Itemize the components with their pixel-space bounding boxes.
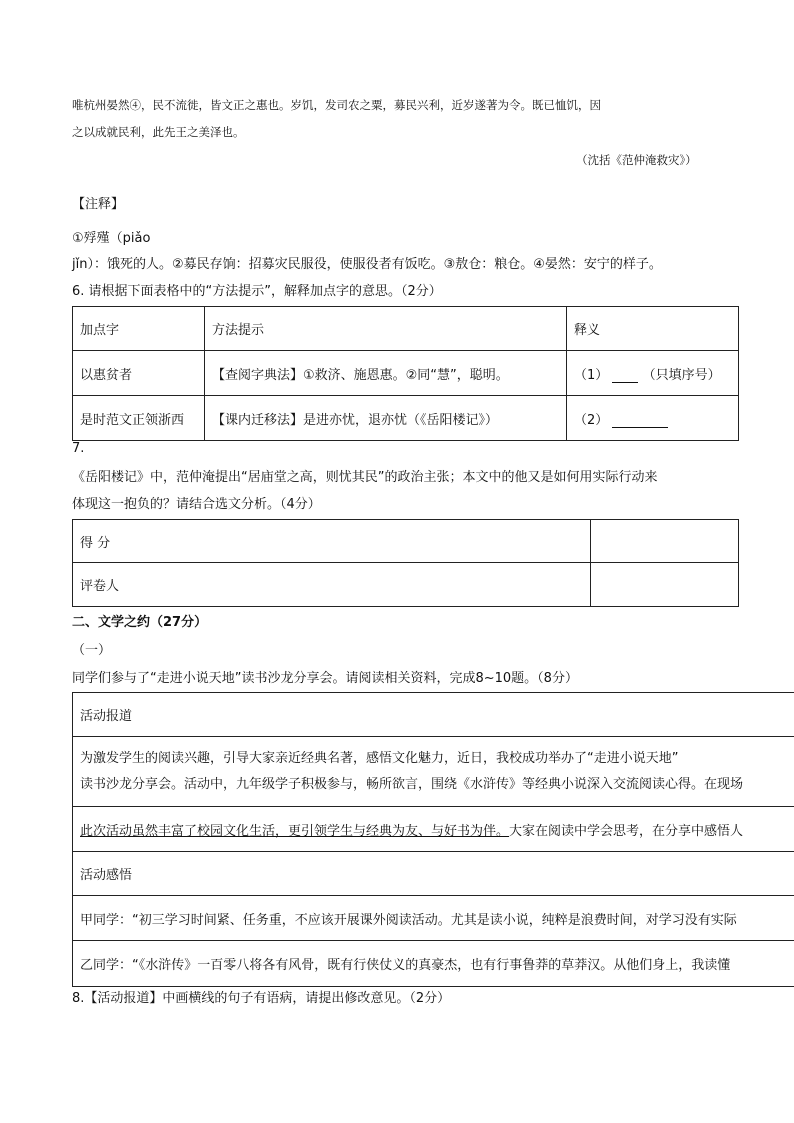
q6-row-1-answer-prefix: （1） <box>574 367 609 383</box>
grader-value-cell[interactable] <box>591 563 739 607</box>
q6-row-1-answer-blank[interactable] <box>612 369 638 383</box>
q7-number: 7. <box>72 441 85 456</box>
score-value-cell[interactable] <box>591 520 739 563</box>
student-b-row <box>73 941 794 987</box>
notes-line-1: ①殍殣（piǎo <box>72 231 151 246</box>
underlined-sentence-rest: 大家在阅读中学会思考，在分享中感悟人 <box>509 823 744 839</box>
q6-table-row <box>73 351 739 396</box>
q6-table-row <box>73 396 739 441</box>
notes-line-2: jǐn）：饿死的人。②募民存饷：招募灾民服役，使服役者有饭吃。③敖仓：粮仓。④晏然：安宁的样子。 <box>72 257 662 272</box>
activity-table-wrapper <box>72 692 794 988</box>
q6-prompt: 6. 请根据下面表格中的“方法提示”，解释加点字的意思。（2分） <box>72 284 442 299</box>
q6-row-2-answer-prefix: （2） <box>574 412 609 428</box>
q6-header-word: 加点字 <box>73 307 205 351</box>
q8-prompt: 8.【活动报道】中画横线的句子有语病，请提出修改意见。（2分） <box>72 991 451 1006</box>
activity-reflection-label-row <box>73 852 794 896</box>
activity-underlined-row <box>73 807 794 852</box>
classical-source: （沈括《范仲淹救灾》） <box>576 153 697 167</box>
q6-table <box>72 306 739 441</box>
q6-row-1-hint: 【查阅字典法】①救济、施恩惠。②同“慧”，聪明。 <box>205 351 567 396</box>
q7-line-1: 《岳阳楼记》中，范仲淹提出“居庙堂之高，则忧其民”的政治主张；本文中的他又是如何用实际行动来 <box>72 470 658 485</box>
activity-reflection-label: 活动感悟 <box>73 852 794 896</box>
q6-header-hint: 方法提示 <box>205 307 567 351</box>
notes-heading: 【注释】 <box>72 197 125 212</box>
activity-report-label: 活动报道 <box>73 693 794 737</box>
q6-row-1-answer-suffix: （只填序号） <box>642 367 721 383</box>
activity-table <box>72 692 794 987</box>
q6-row-2-hint: 【课内迁移法】是进亦忧，退亦忧（《岳阳楼记》） <box>205 396 567 441</box>
section-2-intro: 同学们参与了“走进小说天地”读书沙龙分享会。请阅读相关资料，完成8~10题。（8分） <box>72 671 578 686</box>
classical-text-line-2: 之以成就民利，此先王之美泽也。 <box>72 125 245 139</box>
section-2-title: 二、文学之约（27分） <box>72 615 208 630</box>
student-a-text: 甲同学：“初三学习时间紧、任务重，不应该开展课外阅读活动。尤其是读小说，纯粹是浪费时间，对学习没有实际 <box>73 896 794 941</box>
student-b-text: 乙同学：“《水浒传》一百零八将各有风骨，既有行侠仗义的真豪杰，也有行事鲁莽的草莽汉。从他们身上，我读懂 <box>73 941 794 987</box>
q7-line-2: 体现这一抱负的？请结合选文分析。（4分） <box>72 497 321 512</box>
activity-report-line-1: 为激发学生的阅读兴趣，引导大家亲近经典名著，感悟文化魅力，近日，我校成功举办了“走进小说天地” <box>80 750 679 766</box>
underlined-sentence: 此次活动虽然丰富了校园文化生活，更引领学生与经典为友、与好书为伴。 <box>80 823 510 839</box>
q6-table-header-row <box>73 307 739 351</box>
classical-text-line-1: 唯杭州晏然④，民不流徙，皆文正之惠也。岁饥，发司农之粟，募民兴利，近岁遂著为令。既已恤饥，因 <box>72 98 601 112</box>
activity-report-label-row <box>73 693 794 737</box>
q6-row-1-word: 以惠贫者 <box>73 351 205 396</box>
q6-row-2-answer <box>567 396 739 441</box>
score-table <box>72 519 739 607</box>
activity-report-body-row <box>73 737 794 807</box>
score-label: 得 分 <box>73 520 591 563</box>
activity-underlined-cell <box>73 807 794 852</box>
q6-row-1-answer <box>567 351 739 396</box>
activity-report-line-2: 读书沙龙分享会。活动中，九年级学子积极参与，畅所欲言，围绕《水浒传》等经典小说深入交流阅读心得。在现场 <box>80 776 744 792</box>
student-a-row <box>73 896 794 941</box>
q6-row-2-answer-blank[interactable] <box>612 414 668 428</box>
grader-row <box>73 563 739 607</box>
activity-report-body <box>73 737 794 807</box>
q6-row-2-word: 是时范文正领浙西 <box>73 396 205 441</box>
score-row <box>73 520 739 563</box>
grader-label: 评卷人 <box>73 563 591 607</box>
q6-header-answer: 释义 <box>567 307 739 351</box>
section-2-subheading: （一） <box>72 643 112 658</box>
